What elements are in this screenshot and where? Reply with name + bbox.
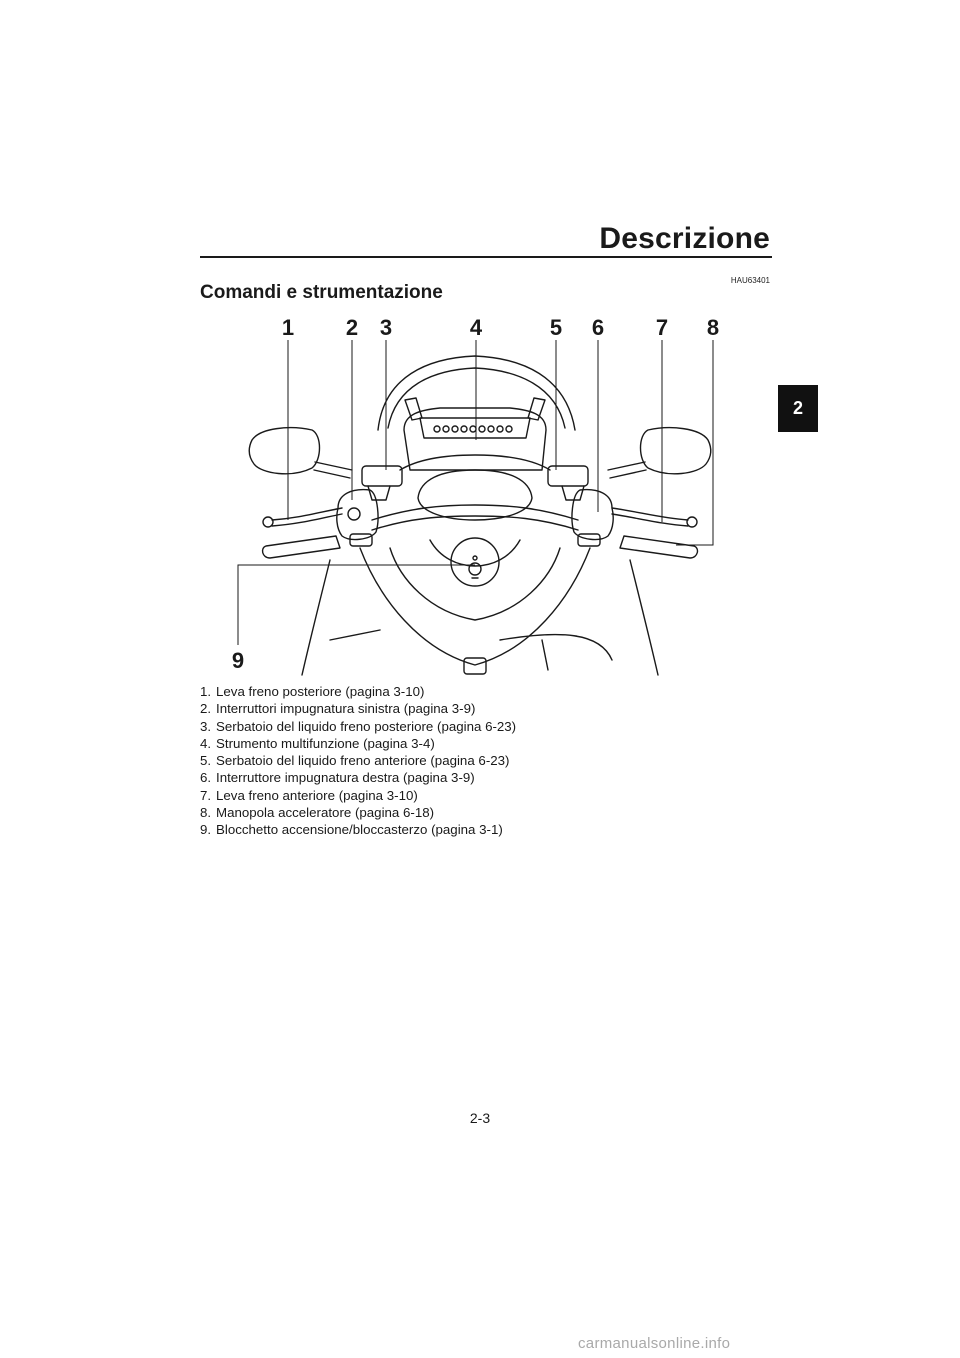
section-heading: Comandi e strumentazione — [200, 282, 443, 303]
legend-item — [200, 769, 516, 786]
page-number: 2-3 — [469, 1110, 491, 1126]
legend-item-number: 7. — [200, 787, 212, 803]
watermark[interactable]: carmanualsonline.info — [578, 1335, 731, 1352]
callout-2: 2 — [345, 315, 359, 340]
legend-item-text: Manopola acceleratore (pagina 6-18) — [216, 805, 435, 821]
legend-item — [200, 735, 516, 752]
legend-item — [200, 752, 516, 769]
legend-item-text: Interruttore impugnatura destra (pagina 3-9) — [216, 770, 475, 786]
callout-8: 8 — [706, 315, 720, 340]
legend-item-text: Strumento multifunzione (pagina 3-4) — [216, 735, 435, 751]
callout-5: 5 — [549, 315, 563, 340]
legend-item-number: 9. — [200, 822, 212, 838]
legend-item-text: Serbatoio del liquido freno posteriore (pagina 6-23) — [216, 718, 517, 734]
legend-item-number: 2. — [200, 701, 212, 717]
leader-lines — [238, 340, 713, 645]
chapter-tab[interactable]: 2 — [778, 385, 818, 432]
legend-item-text: Interruttori impugnatura sinistra (pagina 3-9) — [216, 701, 476, 717]
legend-item — [200, 821, 516, 838]
legend-item-number: 3. — [200, 718, 212, 734]
legend-item-text: Leva freno anteriore (pagina 3-10) — [216, 787, 418, 803]
callout-1: 1 — [281, 315, 295, 340]
page-title: Descrizione — [599, 222, 770, 255]
legend-item-number: 4. — [200, 735, 212, 751]
legend-item-number: 5. — [200, 753, 212, 769]
legend-item — [200, 787, 516, 804]
legend-item-number: 1. — [200, 684, 212, 699]
scooter-drawing — [249, 356, 711, 675]
legend-item-text: Blocchetto accensione/bloccasterzo (pagina 3-1) — [216, 822, 503, 838]
legend-item — [200, 683, 516, 700]
legend-item-number: 6. — [200, 770, 212, 786]
legend-item-number: 8. — [200, 805, 212, 821]
legend-item — [200, 718, 516, 735]
callout-9: 9 — [231, 648, 245, 673]
callout-3: 3 — [379, 315, 393, 340]
legend-item-text: Leva freno posteriore (pagina 3-10) — [216, 684, 425, 699]
callout-4: 4 — [469, 315, 483, 340]
callout-7: 7 — [655, 315, 669, 340]
legend-item — [200, 804, 516, 821]
legend-item-text: Serbatoio del liquido freno anteriore (pagina 6-23) — [216, 753, 510, 769]
legend-item — [200, 700, 516, 717]
section-code: HAU63401 — [730, 276, 770, 285]
figure-legend — [200, 683, 516, 839]
callout-6: 6 — [591, 315, 605, 340]
